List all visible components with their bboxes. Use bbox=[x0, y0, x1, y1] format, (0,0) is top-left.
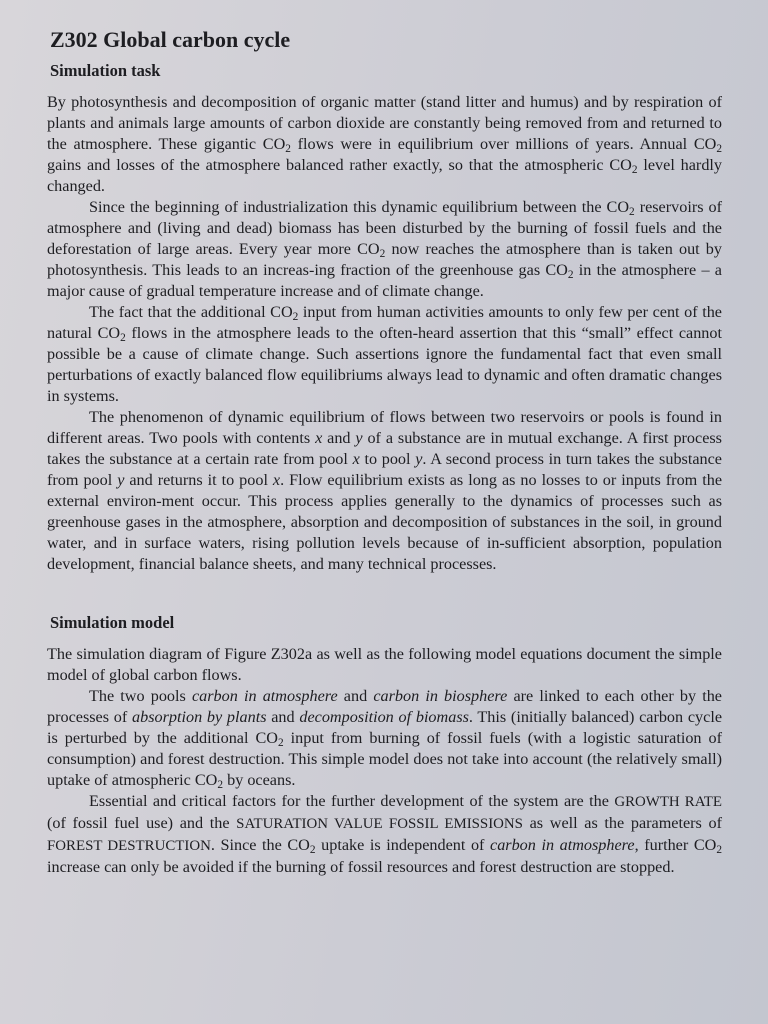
paragraph: The two pools carbon in atmosphere and carbon in biosphere are linked to each other by the processes of absorption by plants and decomposition of biomass. This (initially balanced) carbon cycle is perturbed by the additional $CO_2$ input from burning of fossil fuels (with a logistic saturation of consumption) and forest destruction. This simple model does not take into account (the relatively small) uptake of atmospheric $CO_2$ by oceans. bbox=[47, 687, 722, 791]
paragraph: The fact that the additional $CO_2$ input from human activities amounts to only few per cent of the natural $CO_2$ flows in the atmosphere leads to the often-heard assertion that this “small” effect cannot possible be a cause of climate change. Such assertions ignore the fundamental fact that even small perturbations of exactly balanced flow equilibriums always lead to dynamic and often dramatic changes in systems. bbox=[47, 303, 722, 405]
paragraph: The simulation diagram of Figure Z302a as well as the following model equations document the simple model of global carbon flows. bbox=[47, 645, 722, 684]
section-heading-simulation-model: Simulation model bbox=[50, 613, 175, 632]
chapter-title: Z302 Global carbon cycle bbox=[50, 27, 291, 52]
section-spacer bbox=[47, 575, 722, 612]
paragraph: The phenomenon of dynamic equilibrium of flows between two reservoirs or pools is found in different areas. Two pools with contents x and y of a substance are in mutual exchange. A first process takes the substance at a certain rate from pool x to pool y. A second process in turn takes the substance from pool y and returns it to pool x. Flow equilibrium exists as long as no losses to or inputs from the external environ-ment occur. This process applies generally to the dynamics of processes such as greenhouse gases in the atmosphere, absorption and decomposition of substances in the soil, in ground water, and in surface waters, rising pollution levels because of in-sufficient absorption, population development, financial balance sheets, and many technical processes. bbox=[47, 408, 722, 573]
paragraph: Essential and critical factors for the further development of the system are the GROWTH RATE (of fossil fuel use) and the SATURATION VALUE FOSSIL EMISSIONS as well as the parameters of FOREST DESTRUCTION. Since the $CO_2$ uptake is independent of carbon in atmosphere, further $CO_2$ increase can only be avoided if the burning of fossil resources and forest destruction are stopped. bbox=[47, 792, 722, 876]
paragraph: Since the beginning of industrialization this dynamic equilibrium between the $CO_2$ reservoirs of atmosphere and (living and dead) biomass has been disturbed by the burning of fossil fuels and the deforestation of large areas. Every year more $CO_2$ now reaches the atmosphere than is taken out by photosynthesis. This leads to an increas-ing fraction of the greenhouse gas $CO_2$ in the atmosphere – a major cause of gradual temperature increase and of climate change. bbox=[47, 198, 722, 300]
section-heading-simulation-task: Simulation task bbox=[50, 61, 161, 80]
paragraph: By photosynthesis and decomposition of organic matter (stand litter and humus) and by respiration of plants and animals large amounts of carbon dioxide are constantly being removed from and returned to the atmosphere. These gigantic $CO_2$ flows were in equilibrium over millions of years. Annual $CO_2$ gains and losses of the atmosphere balanced rather exactly, so that the atmospheric $CO_2$ level hardly changed. bbox=[47, 93, 723, 195]
